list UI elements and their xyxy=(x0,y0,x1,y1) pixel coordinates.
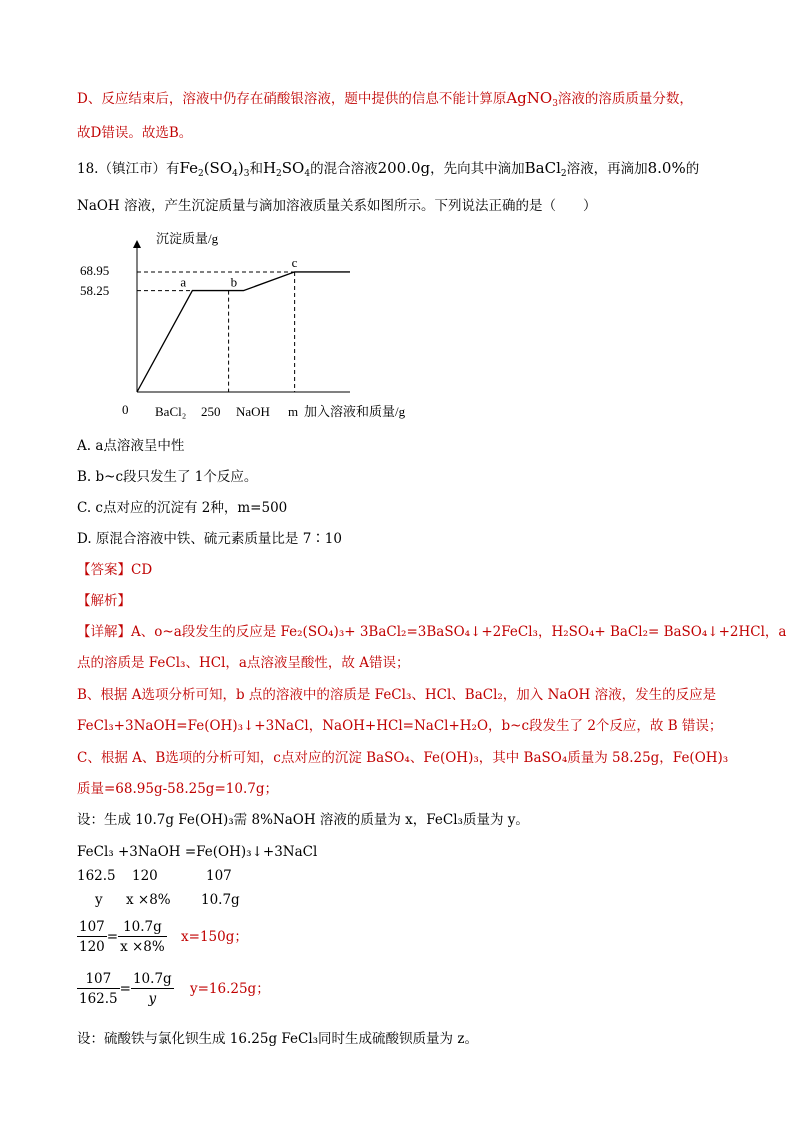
point-label-c: c xyxy=(291,254,298,270)
option-b: B. b~c段只发生了 1个反应。 xyxy=(77,469,258,485)
chemical-equation: FeCl₃ +3NaOH =Fe(OH)₃↓+3NaCl xyxy=(77,844,318,860)
eq-row1-col2: 120 xyxy=(132,868,158,884)
x-label-bacl2: BaCl₂ xyxy=(155,404,187,419)
detail-line4: FeCl₃+3NaOH=Fe(OH)₃↓+3NaCl，NaOH+HCl=NaCl+H₂O，b~c段发生了 2个反应，故 B 错误； xyxy=(77,718,723,734)
question-18-stem-line1: 18.（镇江市）有$Fe_2(SO_4)_3$和$H_2SO_4$的混合溶液200.0g，先向其中滴加BaCl$_2$溶液，再滴加8.0%的 xyxy=(77,159,700,179)
precipitate-mass-chart xyxy=(70,222,406,422)
point-label-a: a xyxy=(180,274,187,290)
eq-row1-col1: 162.5 xyxy=(77,868,116,884)
eq-row2-col3: 10.7g xyxy=(201,892,240,908)
x-label-naoh: NaOH xyxy=(236,404,270,419)
detail-line3: B、根据 A选项分析可知，b 点的溶液中的溶质是 FeCl₃、HCl、BaCl₂，加入 NaOH 溶液，发生的反应是 xyxy=(77,687,717,703)
x-label-m: m xyxy=(288,404,299,419)
proportion-2: $\frac{107}{162.5}$ = $\frac{10.7g}{y}$ y=16.25g； xyxy=(79,971,270,1007)
eq-row2-col1: y xyxy=(95,892,103,908)
option-d-explanation-line1: D、反应结束后，溶液中仍存在硝酸银溶液，题中提供的信息不能计算原AgNO$_3$溶液的溶质质量分数， xyxy=(77,89,693,109)
eq-row2-col2: x ×8% xyxy=(126,892,171,908)
point-label-b: b xyxy=(230,274,238,290)
proportion-1: $\frac{107}{120}$ = $\frac{10.7g}{x \times 8\%}$ x=150g； xyxy=(79,919,248,955)
y-tick-58-25: 58.25 xyxy=(80,283,110,298)
answer: 【答案】CD xyxy=(77,562,153,578)
detail-line2: 点的溶质是 FeCl₃、HCl，a点溶液呈酸性，故 A错误； xyxy=(77,655,410,671)
y-axis-label: 沉淀质量/g xyxy=(156,231,219,246)
assumption-2: 设：硫酸铁与氯化钡生成 16.25g FeCl₃同时生成硫酸钡质量为 z。 xyxy=(77,1031,478,1047)
detail-line1: 【详解】A、o~a段发生的反应是 Fe₂(SO₄)₃+ 3BaCl₂=3BaSO₄↓+2FeCl₃，H₂SO₄+ BaCl₂= BaSO₄↓+2HCl，a xyxy=(77,624,787,640)
y-tick-68-95: 68.95 xyxy=(80,263,110,278)
option-c: C. c点对应的沉淀有 2种，m=500 xyxy=(77,500,288,516)
option-d: D. 原混合溶液中铁、硫元素质量比是 7∶10 xyxy=(77,531,342,547)
option-d-explanation-line2: 故D错误。故选B。 xyxy=(77,125,193,141)
option-a: A. a点溶液呈中性 xyxy=(77,438,185,454)
assumption-1: 设：生成 10.7g Fe(OH)₃需 8%NaOH 溶液的质量为 x，FeCl₃质量为 y。 xyxy=(77,812,529,828)
precipitate-curve xyxy=(137,272,350,392)
analysis-heading: 【解析】 xyxy=(77,593,131,609)
x-axis-label: 加入溶液和质量/g xyxy=(304,404,406,419)
question-18-stem-line2: NaOH 溶液，产生沉淀质量与滴加溶液质量关系如图所示。下列说法正确的是（ ） xyxy=(77,198,597,214)
eq-row1-col3: 107 xyxy=(206,868,232,884)
detail-line5: C、根据 A、B选项的分析可知，c点对应的沉淀 BaSO₄、Fe(OH)₃，其中 BaSO₄质量为 58.25g，Fe(OH)₃ xyxy=(77,750,729,766)
x-label-250: 250 xyxy=(201,404,221,419)
detail-line6: 质量=68.95g-58.25g=10.7g； xyxy=(77,781,278,797)
origin-label: 0 xyxy=(122,402,129,417)
